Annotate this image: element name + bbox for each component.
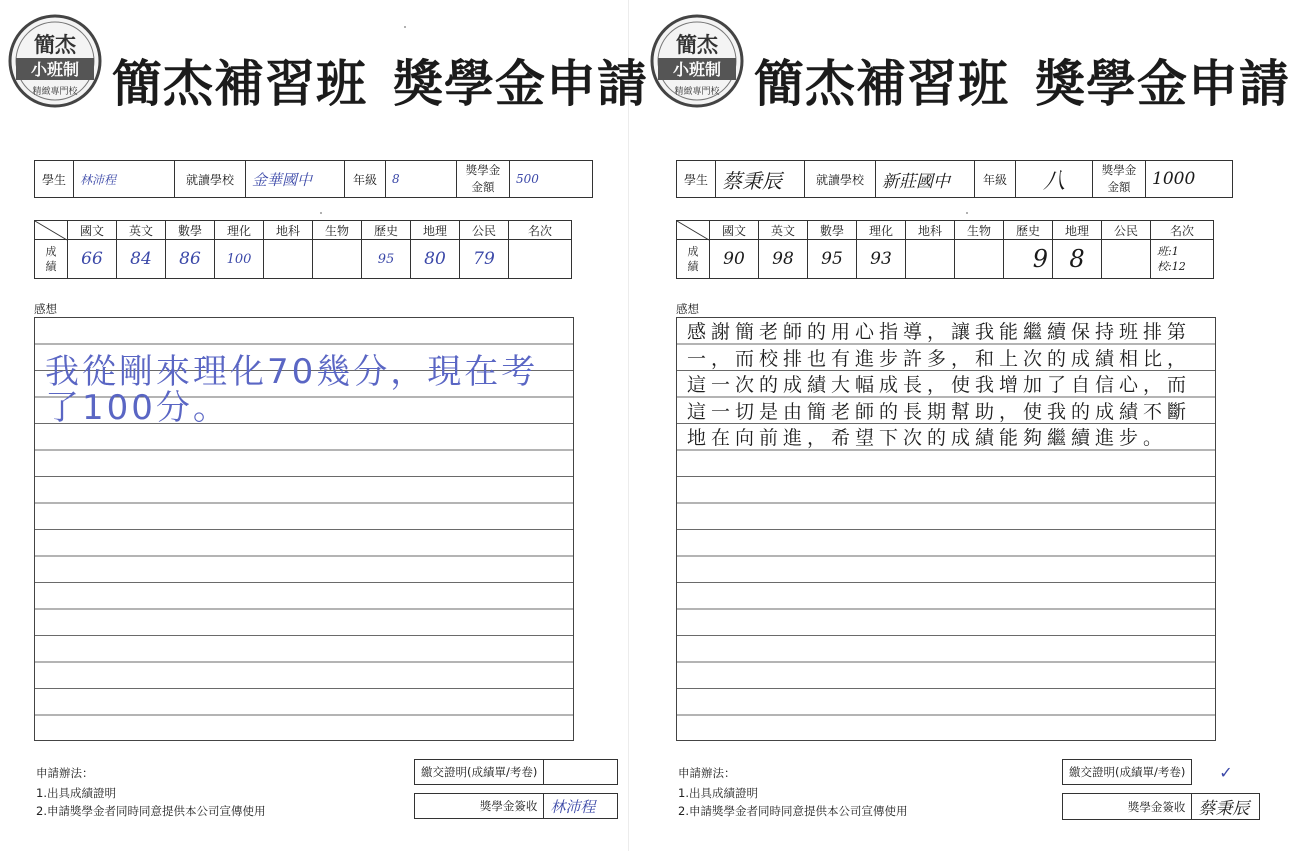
reflection-area[interactable] [676,317,1216,741]
scholarship-form-left [6,0,648,851]
score-earth-science[interactable] [906,240,955,279]
seal-middle-text: 小班制 [30,60,80,79]
seal-middle-text: 小班制 [672,60,722,79]
subject-history: 歷史 [362,221,411,240]
signature-field[interactable]: 林沛程 [544,794,618,819]
student-label: 學生 [677,161,716,198]
scores-label-b: 績 [45,260,57,273]
grade-label: 年級 [975,161,1016,198]
title-scholarship: 獎學金申請 [393,55,648,113]
grades-corner-cell [35,221,68,240]
instruction-item-1: 1.出具成績證明 [678,786,758,800]
score-history[interactable]: 9 [1004,240,1053,279]
proof-checkbox[interactable]: ✓ [1219,762,1233,782]
student-label: 學生 [35,161,74,198]
score-civics[interactable]: 79 [460,240,509,279]
score-geography[interactable]: 8 [1053,240,1102,279]
signature-field[interactable]: 蔡秉辰 [1192,794,1260,820]
grade-field[interactable]: 八 [1016,161,1093,198]
subject-history: 歷史 [1004,221,1053,240]
proof-label: 繳交證明(成績單/考卷) [1063,760,1192,785]
signature-label: 獎學金簽收 [415,794,544,819]
form-title [112,44,648,116]
award-amount-label [457,161,510,198]
page-fold [628,0,629,851]
subject-civics: 公民 [1102,221,1151,240]
rank-class-value: 班:1 [1157,245,1179,258]
proof-label: 繳交證明(成績單/考卷) [415,760,544,785]
instruction-item-2: 2.申請獎學金者同時同意提供本公司宣傳使用 [36,804,266,818]
score-chinese[interactable]: 90 [710,240,759,279]
instruction-item-1: 1.出具成績證明 [36,786,116,800]
seal-top-text: 簡杰 [676,32,718,57]
subject-biology: 生物 [955,221,1004,240]
subject-chinese: 國文 [68,221,117,240]
grades-table [676,220,1214,279]
subject-rank: 名次 [1151,221,1214,240]
school-seal-logo [648,12,746,110]
award-label-b: 金額 [1107,180,1131,194]
score-earth-science[interactable] [264,240,313,279]
subject-biology: 生物 [313,221,362,240]
instructions-heading: 申請辦法： [36,766,94,780]
seal-bottom-text: 精緻專門校 [674,87,720,97]
signature-label: 獎學金簽收 [1063,794,1192,820]
subject-physics-chemistry: 理化 [857,221,906,240]
award-amount-field[interactable]: 500 [510,161,593,198]
award-label-a: 獎學金 [465,163,501,177]
title-cram-school: 簡杰補習班 [112,55,367,113]
seal-bottom-text: 精緻專門校 [32,87,78,97]
score-geography[interactable]: 80 [411,240,460,279]
award-label-a: 獎學金 [1101,163,1137,177]
score-math[interactable]: 95 [808,240,857,279]
title-cram-school: 簡杰補習班 [754,55,1009,113]
school-label: 就讀學校 [805,161,876,198]
score-biology[interactable] [955,240,1004,279]
score-rank[interactable] [1151,240,1214,279]
score-history[interactable]: 95 [362,240,411,279]
school-label: 就讀學校 [175,161,246,198]
subject-chinese: 國文 [710,221,759,240]
score-english[interactable]: 98 [759,240,808,279]
scan-speck [966,212,968,214]
subject-physics-chemistry: 理化 [215,221,264,240]
score-english[interactable]: 84 [117,240,166,279]
reflection-area[interactable] [34,317,574,741]
title-scholarship: 獎學金申請 [1035,55,1290,113]
subject-english: 英文 [117,221,166,240]
instructions-heading: 申請辦法： [678,766,736,780]
scan-speck [404,26,406,28]
proof-and-signature-boxes [414,759,618,819]
subject-earth-science: 地科 [906,221,955,240]
seal-top-text: 簡杰 [34,32,76,57]
award-amount-label [1093,161,1146,198]
score-biology[interactable] [313,240,362,279]
proof-checkbox[interactable] [544,760,618,785]
reflection-label: 感想 [34,302,57,316]
instruction-item-2: 2.申請獎學金者同時同意提供本公司宣傳使用 [678,804,908,818]
score-physics-chemistry[interactable]: 100 [215,240,264,279]
reflection-label: 感想 [676,302,699,316]
score-math[interactable]: 86 [166,240,215,279]
grade-field[interactable]: 8 [386,161,457,198]
scores-row-label [35,240,68,279]
award-label-b: 金額 [471,180,495,194]
scan-speck [320,212,322,214]
form-title [754,44,1290,116]
score-rank[interactable] [509,240,572,279]
grades-corner-cell [677,221,710,240]
scholarship-form-right [648,0,1290,851]
subject-geography: 地理 [1053,221,1102,240]
reflection-text: 感謝簡老師的用心指導，讓我能繼續保持班排第一，而校排也有進步許多，和上次的成績相比，這一次的成績大幅成長，使我增加了自信心，而這一切是由簡老師的長期幫助，使我的成績不斷地在向前進，希望下次的成績能夠繼續進步。 [687,321,1192,449]
school-seal-logo [6,12,104,110]
scores-label-a: 成 [45,245,57,258]
school-name-field[interactable]: 金華國中 [246,161,345,198]
scores-label-b: 績 [687,260,699,273]
rank-school-value: 校:12 [1157,260,1186,273]
subject-geography: 地理 [411,221,460,240]
subject-rank: 名次 [509,221,572,240]
score-civics[interactable] [1102,240,1151,279]
subject-math: 數學 [808,221,857,240]
student-info-row [676,160,1233,198]
scores-row-label [677,240,710,279]
student-name-field[interactable]: 林沛程 [74,161,175,198]
application-instructions [678,764,907,820]
school-name-field[interactable]: 新莊國中 [876,161,975,198]
subject-english: 英文 [759,221,808,240]
subject-earth-science: 地科 [264,221,313,240]
scores-label-a: 成 [687,245,699,258]
grades-table [34,220,572,279]
subject-math: 數學 [166,221,215,240]
grade-label: 年級 [345,161,386,198]
student-name-field[interactable]: 蔡秉辰 [716,161,805,198]
proof-and-signature-boxes [1062,759,1260,820]
score-physics-chemistry[interactable]: 93 [857,240,906,279]
reflection-text: 我從剛來理化70幾分，現在考了100分。 [45,352,539,428]
score-chinese[interactable]: 66 [68,240,117,279]
student-info-row [34,160,593,198]
award-amount-field[interactable]: 1000 [1146,161,1233,198]
subject-civics: 公民 [460,221,509,240]
application-instructions [36,764,265,820]
